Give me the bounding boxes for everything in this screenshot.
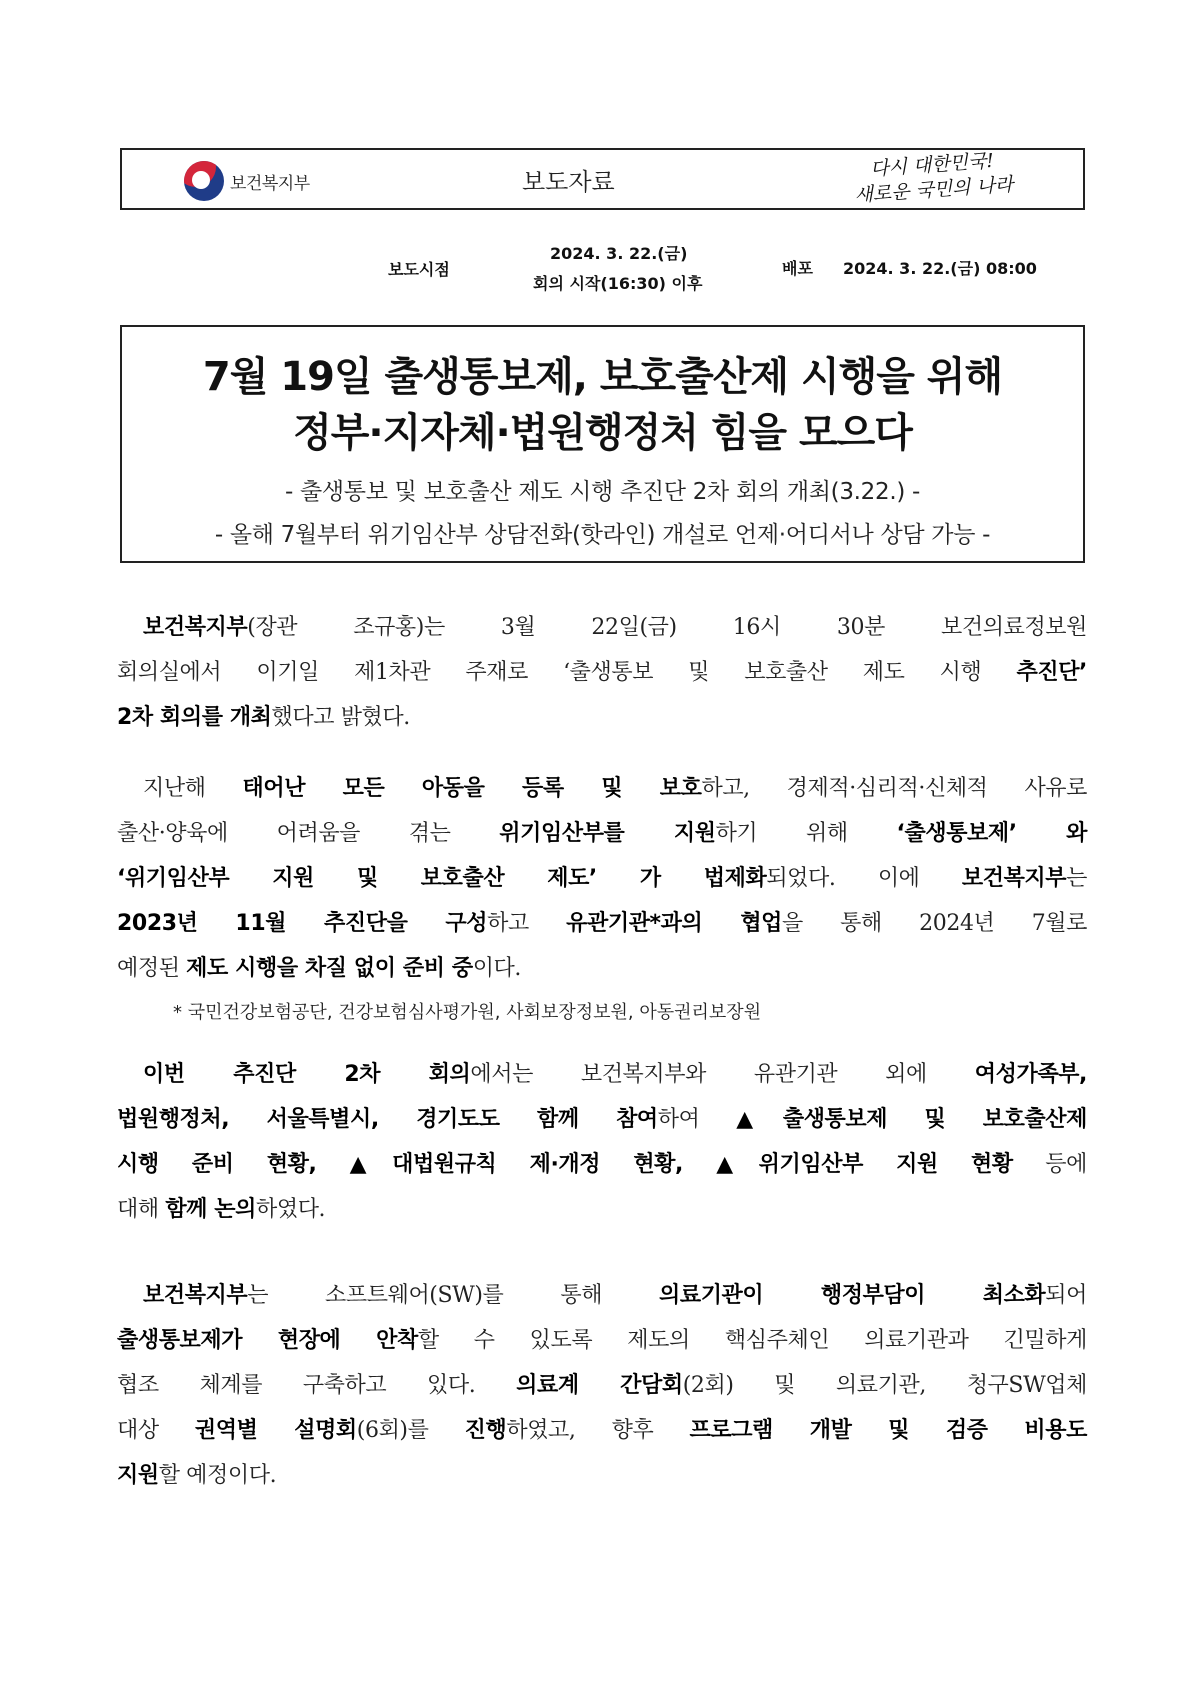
body-text: 하였고, 향후 [506,1418,690,1443]
body-text: 대상 [117,1418,195,1443]
body-text: 되었다. 이에 [766,866,962,891]
bold-text: 여성가족부, [974,1062,1087,1087]
title-box [120,325,1085,563]
body-text: 했다고 밝혔다. [271,705,410,730]
paragraph-line [117,1187,1087,1232]
body-text: 할 수 있도록 제도의 핵심주체인 의료기관과 긴밀하게 [417,1328,1087,1353]
bold-text: 제도 시행을 차질 없이 준비 중 [186,956,473,981]
body-text: 출산·양육에 어려움을 겪는 [117,821,500,846]
slogan-line-2: 새로운 국민의 나라 [853,173,1014,207]
bold-text: 보건복지부 [143,615,248,640]
paragraph-line [117,1363,1087,1408]
paragraph-line [117,766,1087,811]
paragraph-line [117,695,1087,740]
paragraph-line [117,1453,1087,1498]
footnote: * 국민건강보험공단, 건강보험심사평가원, 사회보장정보원, 아동권리보장원 [173,1002,762,1023]
body-text: 할 예정이다. [158,1463,277,1488]
body-text: 예정된 [117,956,187,981]
paragraph-line [117,1052,1087,1097]
doc-type-title: 보도자료 [522,168,615,196]
body-text: 하였다. [255,1197,326,1222]
paragraph-line [117,650,1087,695]
bold-text: 시행 준비 현황, ▲대법원규칙 제·개정 현황, ▲위기임산부 지원 현황 [117,1152,1013,1177]
body-text: (2회) 및 의료기관, 청구SW업체 [682,1373,1088,1398]
paragraph-line [117,946,1087,991]
paragraph-1 [117,605,1087,740]
paragraph-4 [117,1273,1087,1498]
body-text: 이다. [472,956,521,981]
bold-text: 지원 [117,1463,159,1488]
paragraph-line [117,1273,1087,1318]
release-time-label: 보도시점 [388,260,450,279]
paragraph-line [117,1142,1087,1187]
ministry-logo [184,159,310,203]
body-text: 하고 [487,911,567,936]
body-text: 하고, 경제적·심리적·신체적 사유로 [701,776,1088,801]
taegeuk-logo-icon [184,161,224,201]
body-text: 는 소프트웨어(SW)를 통해 [247,1283,659,1308]
bold-text: 권역별 설명회 [194,1418,357,1443]
bold-text: 의료기관이 행정부담이 최소화 [659,1283,1046,1308]
body-text: 에서는 보건복지부와 유관기관 외에 [470,1062,975,1087]
bold-text: 추진단’ [1016,660,1087,685]
body-text: 대해 [117,1197,166,1222]
bold-text: 진행 [464,1418,507,1443]
bold-text: 프로그램 개발 및 검증 비용도 [689,1418,1087,1443]
bold-text: 위기임산부를 지원 [499,821,716,846]
bold-text: 2023년 11월 추진단을 구성 [117,911,488,936]
body-text: 등에 [1012,1152,1087,1177]
paragraph-line [117,856,1087,901]
paragraph-line [117,605,1087,650]
subtitle-line-1: - 출생통보 및 보호출산 제도 시행 추진단 2차 회의 개최(3.22.) - [284,479,921,505]
bold-text: 법원행정처, 서울특별시, 경기도도 함께 참여 [117,1107,658,1132]
body-text: 하여 [657,1107,737,1132]
bold-text: 2차 회의를 개최 [117,705,272,730]
body-text: (6회)를 [356,1418,465,1443]
body-text: 협조 체계를 구축하고 있다. [117,1373,517,1398]
bold-text: ‘위기임산부 지원 및 보호출산 제도’ 가 법제화 [117,866,767,891]
body-text: 회의실에서 이기일 제1차관 주재로 ‘출생통보 및 보호출산 제도 시행 [117,660,1017,685]
paragraph-3 [117,1052,1087,1232]
bold-text: 보건복지부 [143,1283,248,1308]
slogan-line-1: 다시 대한민국! [869,149,995,181]
distribution-label: 배포 [782,259,813,278]
paragraph-2 [117,766,1087,991]
release-time-date: 2024. 3. 22.(금) [550,244,688,263]
body-text: (장관 조규홍)는 3월 22일(금) 16시 30분 보건의료정보원 [247,615,1087,640]
bold-text: ▲출생통보제 및 보호출산제 [736,1107,1087,1132]
bold-text: 의료계 간담회 [516,1373,683,1398]
paragraph-line [117,1408,1087,1453]
body-text: 는 [1066,866,1087,891]
slogan-handwriting [827,146,1040,211]
bold-text: 이번 추진단 2차 회의 [143,1062,471,1087]
press-header [120,148,1085,210]
body-text: 하기 위해 [715,821,897,846]
paragraph-line [117,1318,1087,1363]
bold-text: ‘출생통보제’ 와 [896,821,1087,846]
distribution-date: 2024. 3. 22.(금) 08:00 [843,259,1037,278]
headline-line-1: 7월 19일 출생통보제, 보호출산제 시행을 위해 [202,354,1003,400]
body-text: 되어 [1045,1283,1087,1308]
ministry-logo-text: 보건복지부 [230,173,310,194]
bold-text: 보건복지부 [961,866,1067,891]
body-text: 지난해 [143,776,243,801]
headline-line-2: 정부·지자체·법원행정처 힘을 모으다 [293,410,912,456]
subtitle-line-2: - 올해 7월부터 위기임산부 상담전화(핫라인) 개설로 언제·어디서나 상담 가능 - [214,522,991,548]
paragraph-line [117,901,1087,946]
bold-text: 유관기관*과의 협업 [566,911,783,936]
body-text: 을 통해 2024년 7월로 [782,911,1087,936]
bold-text: 태어난 모든 아동을 등록 및 보호 [242,776,702,801]
release-time-condition: 회의 시작(16:30) 이후 [533,274,703,293]
paragraph-line [117,811,1087,856]
bold-text: 출생통보제가 현장에 안착 [117,1328,418,1353]
bold-text: 함께 논의 [165,1197,256,1222]
paragraph-line [117,1097,1087,1142]
